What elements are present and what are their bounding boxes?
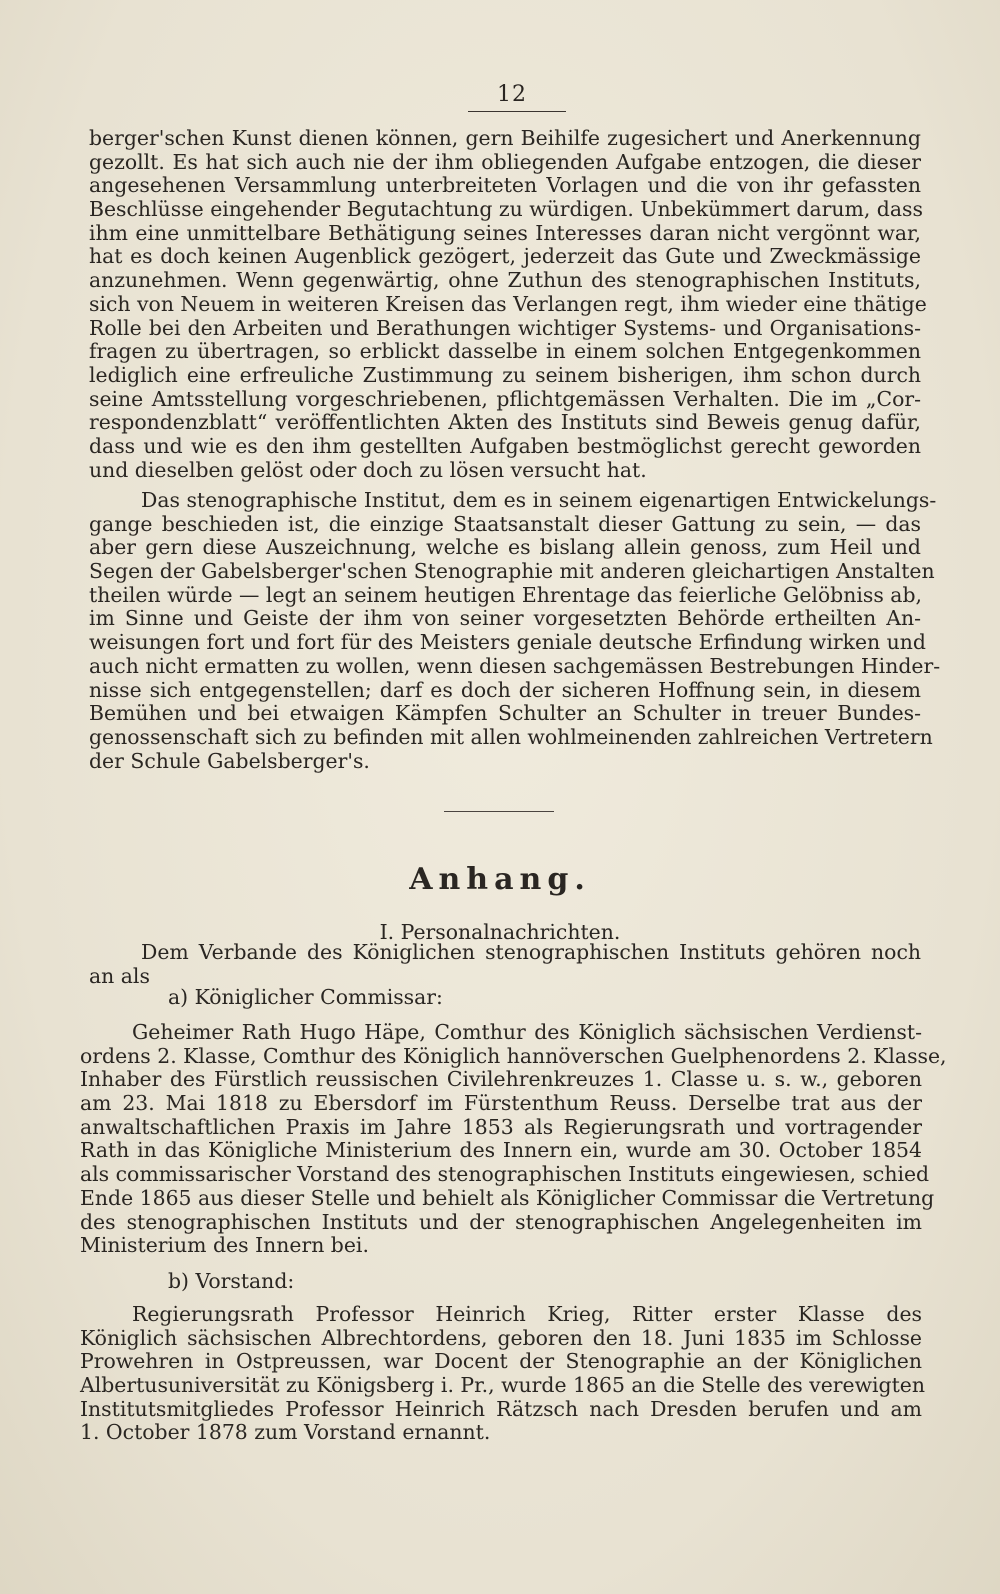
text-line: Ende 1865 aus dieser Stelle und behielt als Königlicher Commissar die Vertretung (80, 1185, 935, 1210)
text-line: an als (89, 963, 150, 988)
section-a-label: a) Königlicher Commissar: (168, 985, 443, 1009)
text-line: der Schule Gabelsberger's. (89, 748, 370, 773)
section-b-text (80, 1302, 925, 1445)
text-line: angesehenen Versammlung unterbreiteten Vorlagen und die von ihr gefassten (89, 173, 921, 198)
text-line: lediglich eine erfreuliche Zustimmung zu seinem bisherigen, ihm schon durch (89, 362, 921, 387)
text-line: berger'schen Kunst dienen können, gern Beihilfe zugesichert und Anerkennung (89, 126, 921, 150)
paragraph-2 (89, 488, 941, 773)
text-line: respondenzblatt“ veröffentlichten Akten des Instituts sind Beweis genug dafür, (89, 410, 921, 435)
text-line: seine Amtsstellung vorgeschriebenen, pflichtgemässen Verhalten. Die im „Cor- (89, 386, 921, 411)
personnel-subheading: I. Personalnachrichten. (379, 920, 621, 944)
page-number-container (462, 82, 562, 108)
text-line: nisse sich entgegenstellen; darf es doch der sicheren Hoffnung sein, in diesem (89, 677, 921, 702)
text-line: ordens 2. Klasse, Comthur des Königlich hannöverschen Guelphenordens 2. Klasse, (80, 1043, 947, 1068)
text-line: ihm eine unmittelbare Bethätigung seines Interesses daran nicht vergönnt war, (89, 220, 921, 245)
text-line: im Sinne und Geiste der ihm von seiner vorgesetzten Behörde ertheilten An- (89, 606, 921, 631)
text-line: fragen zu übertragen, so erblickt dasselbe in einem solchen Entgegenkommen (89, 339, 921, 364)
section-b-label: b) Vorstand: (168, 1269, 295, 1293)
text-line: Rath in das Königliche Ministerium des Innern ein, wurde am 30. October 1854 (80, 1138, 922, 1163)
text-line: gange beschieden ist, die einzige Staatsanstalt dieser Gattung zu sein, — das (89, 511, 921, 536)
text-line: Dem Verbande des Königlichen stenographischen Instituts gehören noch (141, 940, 921, 964)
text-line: des stenographischen Instituts und der stenographischen Angelegenheiten im (80, 1209, 922, 1234)
text-line: dass und wie es den ihm gestellten Aufgaben bestmöglichst gerecht geworden (89, 433, 921, 458)
section-a-text (80, 1020, 947, 1258)
text-line: 1. October 1878 zum Vorstand ernannt. (80, 1420, 491, 1445)
text-line: genossenschaft sich zu befinden mit allen wohlmeinenden zahlreichen Vertretern (89, 724, 933, 749)
text-line: und dieselben gelöst oder doch zu lösen versucht hat. (89, 457, 647, 482)
text-line: aber gern diese Auszeichnung, welche es bislang allein genoss, zum Heil und (89, 535, 921, 560)
text-line: anwaltschaftlichen Praxis im Jahre 1853 als Regierungsrath und vortragender (80, 1114, 922, 1139)
text-line: Prowehren in Ostpreussen, war Docent der Stenographie an der Königlichen (80, 1349, 922, 1374)
section-divider (444, 811, 554, 812)
text-line: auch nicht ermatten zu wollen, wenn diesen sachgemässen Bestrebungen Hinder- (89, 653, 941, 678)
intro-paragraph (89, 941, 921, 988)
text-line: gezollt. Es hat sich auch nie der ihm obliegenden Aufgabe entzogen, die dieser (89, 149, 921, 174)
text-line: Segen der Gabelsberger'schen Stenographie mit anderen gleichartigen Anstalten (89, 559, 935, 584)
text-line: weisungen fort und fort für des Meisters geniale deutsche Erfindung wirken und (89, 630, 926, 655)
text-line: Bemühen und bei etwaigen Kämpfen Schulter an Schulter in treuer Bundes- (89, 701, 921, 726)
text-line: Das stenographische Institut, dem es in seinem eigenartigen Entwickelungs- (141, 488, 937, 512)
appendix-heading: Anhang. (409, 862, 591, 897)
text-line: Rolle bei den Arbeiten und Berathungen wichtiger Systems- und Organisations- (89, 315, 921, 340)
text-line: Regierungsrath Professor Heinrich Krieg, Ritter erster Klasse des (132, 1302, 922, 1326)
text-line: Institutsmitgliedes Professor Heinrich Rätzsch nach Dresden berufen und am (80, 1396, 922, 1421)
text-line: Ministerium des Innern bei. (80, 1233, 369, 1258)
text-line: Beschlüsse eingehender Begutachtung zu würdigen. Unbekümmert darum, dass (89, 197, 923, 222)
text-line: hat es doch keinen Augenblick gezögert, jederzeit das Gute und Zweckmässige (89, 244, 921, 269)
page-number: 12 (497, 82, 527, 107)
text-line: Albertusuniversität zu Königsberg i. Pr., wurde 1865 an die Stelle des verewigten (80, 1373, 925, 1398)
page-number-rule (468, 111, 566, 112)
text-line: sich von Neuem in weiteren Kreisen das Verlangen regt, ihm wieder eine thätige (89, 291, 927, 316)
text-line: anzunehmen. Wenn gegenwärtig, ohne Zuthun des stenographischen Instituts, (89, 268, 921, 293)
text-line: Geheimer Rath Hugo Häpe, Comthur des Königlich sächsischen Verdienst- (132, 1020, 922, 1044)
text-line: Inhaber des Fürstlich reussischen Civilehrenkreuzes 1. Classe u. s. w., geboren (80, 1067, 922, 1092)
text-line: theilen würde — legt an seinem heutigen Ehrentage das feierliche Gelöbniss ab, (89, 582, 922, 607)
text-line: am 23. Mai 1818 zu Ebersdorf im Fürstenthum Reuss. Derselbe trat aus der (80, 1091, 922, 1116)
text-line: als commissarischer Vorstand des stenographischen Instituts eingewiesen, schied (80, 1162, 930, 1187)
paragraph-1 (89, 126, 927, 482)
text-line: Königlich sächsischen Albrechtordens, geboren den 18. Juni 1835 im Schlosse (80, 1325, 922, 1350)
